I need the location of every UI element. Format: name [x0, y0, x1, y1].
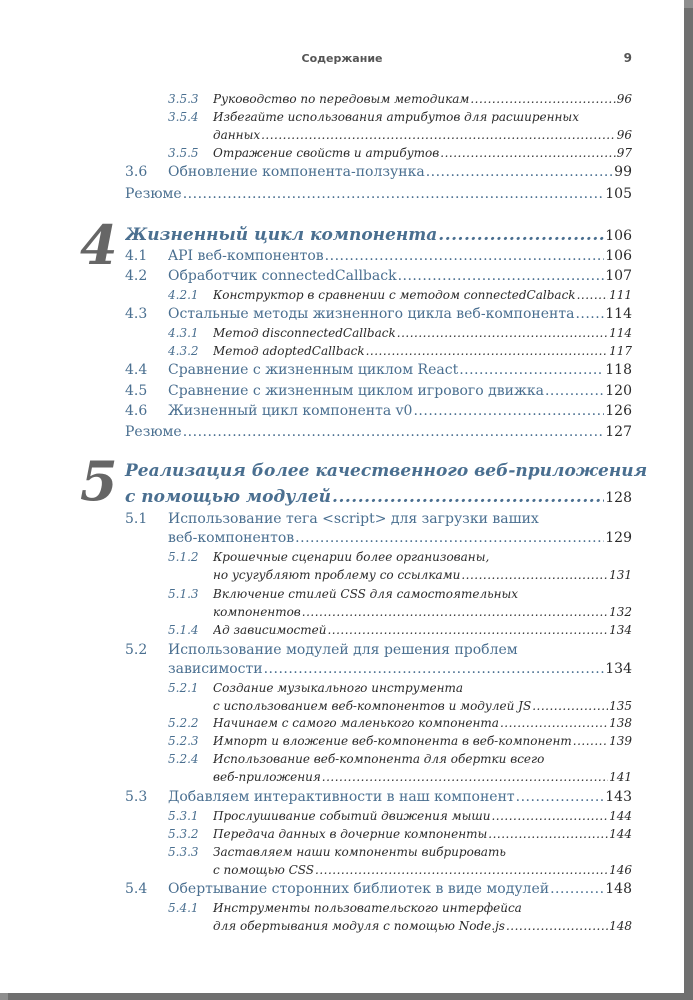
entry-title-line: Передача данных в дочерние компоненты [213, 827, 488, 841]
section-number: 5.2.3 [168, 734, 199, 748]
entry-title-line: Резюме [125, 186, 182, 202]
entry-title-line: Реализация более качественного веб-приложения [125, 461, 648, 481]
page-number: 118 [605, 362, 632, 378]
page-number: 126 [605, 403, 632, 419]
entry-title-line: Включение стилей CSS для самостоятельных [213, 587, 519, 601]
dot-leader [327, 623, 608, 637]
dot-leader [426, 164, 613, 180]
page-number: 139 [609, 734, 632, 748]
section-number: 4.4 [125, 362, 148, 378]
page-number: 144 [609, 827, 632, 841]
entry-title-line: Инструменты пользовательского интерфейса [213, 901, 522, 915]
section-number: 5.3 [125, 789, 148, 805]
dot-leader [397, 326, 608, 340]
dot-leader [183, 186, 605, 202]
page-number: 129 [605, 530, 632, 546]
page-number: 107 [605, 268, 632, 284]
entry-title-line: Метод disconnectedCallback [213, 326, 396, 340]
entry-title-line: Обработчик connectedCallback [168, 268, 397, 284]
entry-title-line: Прослушивание событий движения мыши [213, 809, 491, 823]
section-number: 5.1 [125, 511, 148, 527]
entry-title-line: Импорт и вложение веб-компонента в веб-компонент [213, 734, 572, 748]
entry-title-line: с помощью CSS [213, 863, 314, 877]
section-number: 5.2.2 [168, 716, 199, 730]
dot-leader [491, 809, 608, 823]
entry-title-line: Использование модулей для решения проблем [168, 642, 518, 658]
page-number: 120 [605, 383, 632, 399]
entry-title-line: Использование тега <script> для загрузки ваших [168, 511, 539, 527]
dot-leader [183, 424, 605, 440]
dot-leader [516, 789, 605, 805]
page-number: 138 [609, 716, 632, 730]
entry-title-line: с помощью модулей [125, 487, 332, 507]
entry-title-line: Жизненный цикл компонента [125, 225, 438, 245]
entry-title-line: компонентов [213, 605, 301, 619]
page-number: 146 [609, 863, 632, 877]
dot-leader [438, 225, 604, 245]
page-shadow-right [684, 8, 693, 1000]
section-number: 4.5 [125, 383, 148, 399]
section-number: 5.1.2 [168, 550, 199, 564]
dot-leader [332, 487, 604, 507]
page-number: 131 [609, 568, 632, 582]
section-number: 5.4 [125, 881, 148, 897]
entry-title-line: Создание музыкального инструмента [213, 681, 464, 695]
dot-leader [470, 92, 615, 106]
page-number: 106 [605, 248, 632, 264]
dot-leader [413, 403, 604, 419]
section-number: 4.2.1 [168, 288, 199, 302]
entry-title-line: но усугубляют проблему со ссылками [213, 568, 461, 582]
entry-title-line: API веб-компонентов [168, 248, 324, 264]
section-number: 5.4.1 [168, 901, 199, 915]
entry-title-line: Остальные методы жизненного цикла веб-компонента [168, 306, 575, 322]
section-number: 5.1.4 [168, 623, 199, 637]
page-number: 127 [605, 424, 632, 440]
entry-title-line: Начинаем с самого маленького компонента [213, 716, 499, 730]
entry-title-line: Сравнение с жизненным циклом React [168, 362, 459, 378]
page-number: 141 [609, 770, 632, 784]
dot-leader [295, 530, 604, 546]
entry-title-line: Обновление компонента-ползунка [168, 164, 425, 180]
section-number: 5.2 [125, 642, 148, 658]
page-number: 132 [609, 605, 632, 619]
entry-title-line: Заставляем наши компоненты вибрировать [213, 845, 506, 859]
page-number: 135 [609, 699, 632, 713]
running-header-page-number: 9 [623, 51, 632, 65]
dot-leader [545, 383, 604, 399]
page-number: 96 [616, 128, 632, 142]
dot-leader [315, 863, 608, 877]
dot-leader [322, 770, 608, 784]
section-number: 5.3.1 [168, 809, 199, 823]
dot-leader [459, 362, 604, 378]
entry-title-line: Ад зависимостей [213, 623, 327, 637]
section-number: 4.3.1 [168, 326, 199, 340]
page-shadow-bottom [8, 993, 693, 1000]
dot-leader [264, 661, 605, 677]
dot-leader [500, 716, 608, 730]
dot-leader [366, 344, 608, 358]
entry-title-line: Конструктор в сравнении с методом connectedCalback [213, 288, 576, 302]
dot-leader [261, 128, 616, 142]
section-number: 5.1.3 [168, 587, 199, 601]
section-number: 4.1 [125, 248, 148, 264]
section-number: 3.5.5 [168, 146, 199, 160]
section-number: 4.3 [125, 306, 148, 322]
section-number: 5.3.3 [168, 845, 199, 859]
page-number: 148 [609, 919, 632, 933]
section-number: 3.5.3 [168, 92, 199, 106]
entry-title-line: Метод adoptedCallback [213, 344, 365, 358]
dot-leader [325, 248, 605, 264]
section-number: 5.3.2 [168, 827, 199, 841]
dot-leader [488, 827, 608, 841]
entry-title-line: Добавляем интерактивности в наш компонент [168, 789, 515, 805]
entry-title-line: зависимости [168, 661, 263, 677]
entry-title-line: Сравнение с жизненным циклом игрового движка [168, 383, 544, 399]
entry-title-line: Отражение свойств и атрибутов [213, 146, 440, 160]
dot-leader [577, 288, 609, 302]
section-number: 4.3.2 [168, 344, 199, 358]
dot-leader [302, 605, 608, 619]
entry-title-line: с использованием веб-компонентов и модулей JS [213, 699, 532, 713]
dot-leader [461, 568, 608, 582]
page-number: 148 [605, 881, 632, 897]
chapter-number: 5 [80, 449, 118, 513]
dot-leader [506, 919, 608, 933]
page-number: 134 [605, 661, 632, 677]
section-number: 3.5.4 [168, 110, 199, 124]
entry-title-line: Избегайте использования атрибутов для расширенных [213, 110, 579, 124]
running-header-title: Содержание [301, 52, 383, 65]
dot-leader [440, 146, 615, 160]
page-number: 105 [605, 186, 632, 202]
page-number: 143 [605, 789, 632, 805]
dot-leader [398, 268, 605, 284]
page-number: 128 [605, 490, 632, 506]
entry-title-line: Жизненный цикл компонента v0 [168, 403, 413, 419]
page-number: 111 [609, 288, 632, 302]
entry-title-line: Руководство по передовым методикам [213, 92, 470, 106]
section-number: 4.6 [125, 403, 148, 419]
section-number: 5.2.1 [168, 681, 199, 695]
section-number: 3.6 [125, 164, 148, 180]
entry-title-line: веб-компонентов [168, 530, 295, 546]
section-number: 5.2.4 [168, 752, 199, 766]
entry-title-line: Использование веб-компонента для обертки всего [213, 752, 545, 766]
page-number: 114 [605, 306, 632, 322]
entry-title-line: веб-приложения [213, 770, 321, 784]
dot-leader [575, 306, 604, 322]
entry-title-line: Обертывание сторонних библиотек в виде модулей [168, 881, 550, 897]
chapter-number: 4 [80, 213, 118, 277]
dot-leader [550, 881, 604, 897]
section-number: 4.2 [125, 268, 148, 284]
page-number: 134 [609, 623, 632, 637]
entry-title-line: данных [213, 128, 261, 142]
page-number: 106 [605, 228, 632, 244]
dot-leader [532, 699, 608, 713]
entry-title-line: Крошечные сценарии более организованы, [213, 550, 490, 564]
page-number: 144 [609, 809, 632, 823]
dot-leader [573, 734, 608, 748]
page-number: 97 [616, 146, 632, 160]
page-number: 114 [609, 326, 632, 340]
page-number: 99 [614, 164, 632, 180]
page-number: 117 [609, 344, 632, 358]
entry-title-line: Резюме [125, 424, 182, 440]
page-number: 96 [616, 92, 632, 106]
entry-title-line: для обертывания модуля с помощью Node.js [213, 919, 505, 933]
